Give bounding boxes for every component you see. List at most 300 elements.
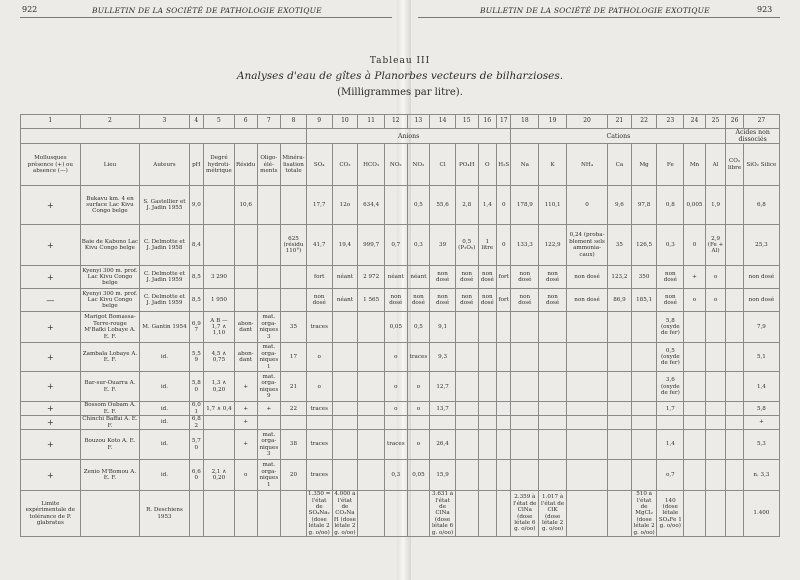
column-header: PO₄H — [455, 144, 478, 186]
table-cell — [566, 460, 607, 491]
table-cell: 2.359 à l'état de ClNa (dose létale 6 g. o/oo) — [511, 491, 539, 537]
cations-group-header: Cations — [511, 129, 726, 144]
table-cell: 3.631 à l'état de ClNa (dose létale 6 g. o/oo) — [430, 491, 456, 537]
table-cell — [705, 430, 726, 460]
table-cell — [631, 460, 657, 491]
table-cell: 5,1 — [743, 343, 779, 372]
anions-group-header: Anions — [306, 129, 511, 144]
table-cell: 5,70 — [189, 430, 203, 460]
table-cell: néant — [332, 289, 358, 312]
table-cell — [608, 430, 632, 460]
table-cell: 55,6 — [430, 186, 456, 225]
table-cell: 1,7 — [657, 402, 684, 416]
table-cell: 35 — [281, 312, 307, 343]
table-cell — [204, 186, 235, 225]
table-cell: 122,9 — [539, 225, 567, 266]
table-cell: o — [234, 460, 257, 491]
table-cell — [608, 372, 632, 402]
table-row — [21, 266, 780, 289]
table-cell: o — [407, 430, 430, 460]
table-cell: o,7 — [657, 460, 684, 491]
table-cell: 22 — [281, 402, 307, 416]
column-header: SiO₂ Silice — [743, 144, 779, 186]
table-cell — [478, 430, 497, 460]
table-cell: 1.350 = l'état de SO₄Na₂ (dose létale 2 g. o/oo) — [307, 491, 331, 536]
table-cell — [608, 416, 632, 430]
table-cell: 6,97 — [189, 312, 203, 343]
table-cell — [631, 430, 657, 460]
table-cell: 5,8 — [743, 402, 779, 416]
column-number: 22 — [631, 115, 657, 129]
table-cell — [358, 402, 385, 416]
table-cell — [281, 416, 307, 430]
table-cell: abon-dant — [234, 343, 257, 372]
table-cell: non dosé — [566, 266, 607, 289]
table-cell — [281, 491, 307, 537]
table-cell — [281, 289, 307, 312]
table-cell: o — [407, 402, 430, 416]
table-row — [21, 225, 780, 266]
table-cell — [455, 372, 478, 402]
table-cell — [478, 416, 497, 430]
column-header: Ca — [608, 144, 632, 186]
table-cell: 13,7 — [430, 402, 456, 416]
table-cell — [705, 491, 726, 537]
column-header: Auteurs — [140, 144, 189, 186]
column-header: Al — [705, 144, 726, 186]
column-header: Degré hydroti-métrique — [204, 144, 235, 186]
table-cell: 2,9 (Fe + Al) — [705, 225, 726, 266]
column-number: 5 — [204, 115, 235, 129]
table-cell: traces — [306, 430, 332, 460]
column-header: HCO₃ — [358, 144, 385, 186]
acids-group-header: Acides non dissociés — [726, 129, 780, 144]
table-cell: non dosé — [455, 266, 478, 289]
table-cell: Bouzou Koto A. E. F. — [80, 430, 140, 460]
table-cell: 9,6 — [608, 186, 632, 225]
table-cell — [566, 372, 607, 402]
table-cell: mat. orga-niques 3 — [257, 312, 281, 343]
table-cell: non dosé — [478, 266, 497, 289]
table-cell: non dosé — [743, 289, 779, 312]
table-cell: id. — [140, 402, 189, 416]
table-row — [21, 343, 780, 372]
column-header: Fe — [657, 144, 684, 186]
table-cell: 0 — [497, 186, 511, 225]
table-cell — [358, 491, 385, 537]
table-row — [21, 416, 780, 430]
table-cell: o — [705, 289, 726, 312]
table-cell — [684, 372, 706, 402]
table-cell — [684, 416, 706, 430]
table-cell: + — [234, 430, 257, 460]
table-cell — [511, 343, 539, 372]
table-cell: C. Delmotte et J. Jadin 1959 — [140, 289, 189, 312]
table-cell: mat. orga-niques 1 — [257, 343, 281, 372]
table-cell — [478, 402, 497, 416]
table-cell — [455, 312, 478, 343]
table-cell: fort — [306, 266, 332, 289]
column-header: Mn — [684, 144, 706, 186]
table-cell: non dosé — [407, 289, 430, 312]
table-cell — [332, 312, 358, 343]
table-cell: 0,8 — [657, 186, 684, 225]
table-cell — [511, 430, 539, 460]
column-number: 4 — [189, 115, 203, 129]
column-header: Mollusques présence (+) ou absence (—) — [21, 144, 81, 186]
table-cell: 0,5 — [407, 312, 430, 343]
table-cell — [358, 416, 385, 430]
table-cell: 1,3 ∧ 0,20 — [204, 372, 235, 402]
table-cell: traces — [306, 402, 332, 416]
table-cell — [511, 402, 539, 416]
table-cell: 133,3 — [511, 225, 539, 266]
table-cell: 35 — [608, 225, 632, 266]
table-cell: o — [306, 372, 332, 402]
table-cell: mat. orga-niques 9 — [257, 372, 281, 402]
table-cell: 1 565 — [358, 289, 385, 312]
right-page-number: 923 — [757, 5, 773, 14]
column-number: 18 — [511, 115, 539, 129]
right-running-title: BULLETIN DE LA SOCIÉTÉ DE PATHOLOGIE EXOTIQUE — [480, 6, 710, 15]
table-cell — [497, 312, 511, 343]
table-cell: 185,1 — [631, 289, 657, 312]
table-cell — [566, 312, 607, 343]
left-running-title: BULLETIN DE LA SOCIÉTÉ DE PATHOLOGIE EXOTIQUE — [92, 6, 322, 15]
table-cell: 0,5 (P₂O₅) — [455, 225, 478, 266]
table-cell — [726, 312, 743, 343]
table-cell: 19,4 — [332, 225, 358, 266]
table-cell — [705, 416, 726, 430]
table-cell — [478, 372, 497, 402]
table-cell: 5,80 — [189, 372, 203, 402]
table-cell: 3 290 — [204, 266, 235, 289]
table-cell: 5,59 — [189, 343, 203, 372]
table-cell: + — [234, 416, 257, 430]
table-cell: 12,7 — [430, 372, 456, 402]
column-header: SO₄ — [306, 144, 332, 186]
table-cell — [631, 372, 657, 402]
table-cell: néant — [384, 266, 407, 289]
table-cell: 1,7 ∧ 0,4 — [204, 402, 235, 416]
table-cell: 8,4 — [189, 225, 203, 266]
table-cell — [608, 312, 632, 343]
table-cell — [257, 289, 281, 312]
table-cell: o — [705, 266, 726, 289]
table-cell — [358, 312, 385, 343]
table-cell — [726, 430, 743, 460]
table-cell — [478, 460, 497, 491]
table-cell: Zambala Lobaye A. E. F. — [80, 343, 140, 372]
table-cell: traces — [384, 430, 407, 460]
water-analysis-table — [20, 114, 780, 537]
table-cell: non dosé — [455, 289, 478, 312]
table-cell: id. — [140, 430, 189, 460]
table-cell — [705, 312, 726, 343]
table-cell: 0,3 — [384, 460, 407, 491]
table-cell — [257, 266, 281, 289]
table-cell — [539, 416, 567, 430]
table-cell — [455, 430, 478, 460]
table-cell — [684, 491, 706, 537]
table-cell — [726, 266, 743, 289]
table-cell — [726, 225, 743, 266]
column-number: 1 — [21, 115, 81, 129]
table-cell — [705, 372, 726, 402]
table-cell: 12o — [332, 186, 358, 225]
column-number: 10 — [332, 115, 358, 129]
table-cell: 0 — [684, 225, 706, 266]
table-row — [21, 430, 780, 460]
table-cell: non dosé — [430, 266, 456, 289]
table-cell: 2,1 ∧ 0,20 — [204, 460, 235, 491]
table-cell — [257, 186, 281, 225]
table-cell: 15,9 — [430, 460, 456, 491]
column-number: 15 — [455, 115, 478, 129]
table-cell: 140 (dose létale SO₄Fe 1 g. o/oo) — [657, 491, 684, 537]
table-row — [21, 289, 780, 312]
table-cell — [358, 343, 385, 372]
table-cell: 126,5 — [631, 225, 657, 266]
table-cell: C. Delmotte et J. Jadin 1959 — [140, 266, 189, 289]
table-cell — [539, 343, 567, 372]
table-cell: + — [21, 430, 81, 460]
right-header-rule — [418, 17, 780, 18]
table-cell — [631, 312, 657, 343]
tolerance-limit-row — [21, 491, 780, 537]
column-header: H₂S — [497, 144, 511, 186]
table-cell: 350 — [631, 266, 657, 289]
table-cell: 3,6 (oxyde de fer) — [657, 372, 684, 402]
table-cell: 178,9 — [511, 186, 539, 225]
table-cell: non dosé — [511, 266, 539, 289]
table-cell: A B — 1,7 ∧ 1,10 — [204, 312, 235, 343]
column-header: Résidu — [234, 144, 257, 186]
table-cell — [497, 343, 511, 372]
table-cell: Marigot Bomassa-Terre-rouge M'Baïki Lobaye A. E. F. — [80, 312, 140, 343]
column-header: O — [478, 144, 497, 186]
table-cell: non dosé — [657, 289, 684, 312]
table-cell: traces — [306, 312, 332, 343]
table-cell — [497, 460, 511, 491]
table-cell: 41,7 — [306, 225, 332, 266]
table-cell: 4.000 à l'état de CO₃NaH (dose létale 2 g. o/oo) — [333, 491, 356, 536]
table-cell: non dosé — [430, 289, 456, 312]
table-cell — [332, 460, 358, 491]
table-cell — [566, 491, 607, 537]
table-cell: non dosé — [384, 289, 407, 312]
table-cell: fort — [497, 289, 511, 312]
table-cell: o — [306, 343, 332, 372]
table-cell: + — [21, 186, 81, 225]
column-number: 26 — [726, 115, 743, 129]
table-cell — [726, 343, 743, 372]
table-cell — [726, 372, 743, 402]
column-header: NO₃ — [407, 144, 430, 186]
table-cell: 634,4 — [358, 186, 385, 225]
table-row — [21, 186, 780, 225]
table-cell: 510 à l'état de MgCl₂ (dose létale 2 g. o/oo) — [631, 491, 657, 537]
table-cell — [407, 416, 430, 430]
table-cell — [684, 402, 706, 416]
table-cell — [332, 416, 358, 430]
table-cell: + — [21, 312, 81, 343]
column-number: 21 — [608, 115, 632, 129]
table-cell — [497, 491, 511, 537]
table-cell: 5,3 — [743, 430, 779, 460]
column-number-row — [21, 115, 780, 129]
table-cell: + — [21, 343, 81, 372]
table-cell — [539, 460, 567, 491]
table-cell — [631, 402, 657, 416]
table-cell: 6,60 — [189, 460, 203, 491]
column-header-row — [21, 144, 780, 186]
table-cell: 1,4 — [743, 372, 779, 402]
table-cell: — — [21, 289, 81, 312]
table-cell — [705, 460, 726, 491]
table-cell — [332, 372, 358, 402]
column-header: Na — [511, 144, 539, 186]
table-cell — [726, 491, 743, 537]
table-cell: 9,0 — [189, 186, 203, 225]
table-cell: 0,005 — [684, 186, 706, 225]
left-page-number: 922 — [22, 5, 38, 14]
table-cell: traces — [407, 343, 430, 372]
table-cell: mat. orga-niques 1 — [257, 460, 281, 491]
table-cell: 9,3 — [430, 343, 456, 372]
column-header: Minéra-lisation totale — [281, 144, 307, 186]
table-cell — [684, 460, 706, 491]
table-cell: id. — [140, 372, 189, 402]
table-cell: Chinchi Baffai A. E. F. — [80, 416, 140, 430]
table-cell: 625 (résidu 110°) — [281, 225, 307, 266]
column-number: 14 — [430, 115, 456, 129]
table-cell: 999,7 — [358, 225, 385, 266]
table-cell: 1,4 — [657, 430, 684, 460]
column-number: 24 — [684, 115, 706, 129]
table-cell: 9,1 — [430, 312, 456, 343]
column-number: 16 — [478, 115, 497, 129]
table-cell: + — [234, 372, 257, 402]
column-number: 11 — [358, 115, 385, 129]
table-cell: 17 — [281, 343, 307, 372]
table-cell — [705, 343, 726, 372]
column-header: Lieu — [80, 144, 140, 186]
table-row — [21, 402, 780, 416]
table-cell: 0,24 (proba-blement sels ammonia-caux) — [566, 225, 607, 266]
table-cell — [281, 186, 307, 225]
table-cell: non dosé — [743, 266, 779, 289]
column-number: 8 — [281, 115, 307, 129]
table-cell: n. 3,3 — [743, 460, 779, 491]
table-cell: 5,8 (oxyde de fer) — [657, 312, 684, 343]
group-header-row — [21, 129, 780, 144]
table-cell: 6,8 — [743, 186, 779, 225]
column-number: 6 — [234, 115, 257, 129]
column-header: pH — [189, 144, 203, 186]
table-label: Tableau III — [369, 56, 431, 66]
table-cell — [332, 430, 358, 460]
table-cell: 38 — [281, 430, 307, 460]
table-cell — [608, 460, 632, 491]
table-cell: non dosé — [478, 289, 497, 312]
table-cell: + — [21, 225, 81, 266]
table-cell — [204, 225, 235, 266]
table-cell: 0,05 — [384, 312, 407, 343]
table-cell: 97,8 — [631, 186, 657, 225]
table-cell: o — [384, 402, 407, 416]
table-cell — [478, 343, 497, 372]
table-cell — [726, 186, 743, 225]
table-cell — [332, 402, 358, 416]
table-cell: non dosé — [566, 289, 607, 312]
table-cell: o — [407, 372, 430, 402]
table-cell — [478, 312, 497, 343]
table-cell: 1.400 — [743, 491, 779, 537]
table-cell — [384, 491, 407, 537]
column-number: 19 — [539, 115, 567, 129]
table-cell: Bukavu km. 4 en surface Lac Kivu Congo belge — [80, 186, 140, 225]
table-cell: néant — [332, 266, 358, 289]
table-cell: néant — [407, 266, 430, 289]
column-header: NO₂ — [384, 144, 407, 186]
table-cell — [430, 416, 456, 430]
table-cell: Limite expérimentale de tolérance de P. glabratus — [21, 491, 81, 537]
table-cell — [608, 402, 632, 416]
table-cell — [511, 416, 539, 430]
table-cell: 8,5 — [189, 289, 203, 312]
table-cell: 7,9 — [743, 312, 779, 343]
column-header: K — [539, 144, 567, 186]
table-cell — [497, 416, 511, 430]
table-cell — [705, 402, 726, 416]
table-cell: C. Delmotte et J. Jadin 1958 — [140, 225, 189, 266]
table-cell: Kyenyi 300 m. prof. Lac Kivu Congo belge — [80, 289, 140, 312]
column-number: 13 — [407, 115, 430, 129]
table-cell — [204, 491, 235, 537]
table-cell: id. — [140, 416, 189, 430]
table-cell: + — [21, 266, 81, 289]
table-cell — [497, 372, 511, 402]
table-cell — [234, 491, 257, 537]
table-row — [21, 372, 780, 402]
table-cell — [204, 430, 235, 460]
table-cell — [539, 372, 567, 402]
table-cell — [455, 402, 478, 416]
table-cell: 20 — [281, 460, 307, 491]
column-number: 23 — [657, 115, 684, 129]
table-cell: 0 — [497, 225, 511, 266]
column-number: 25 — [705, 115, 726, 129]
table-cell: 0,3 — [657, 225, 684, 266]
table-cell — [455, 343, 478, 372]
table-cell: 39 — [430, 225, 456, 266]
table-cell — [684, 430, 706, 460]
table-cell: o — [684, 289, 706, 312]
table-cell: 0 — [566, 186, 607, 225]
table-cell — [384, 186, 407, 225]
table-cell: non dosé — [539, 289, 567, 312]
table-cell — [384, 416, 407, 430]
table-cell — [657, 416, 684, 430]
table-cell: 8,5 — [189, 266, 203, 289]
table-cell: + — [21, 402, 81, 416]
table-cell: + — [21, 372, 81, 402]
table-cell — [306, 416, 332, 430]
table-cell: 0,3 — [407, 225, 430, 266]
column-number: 17 — [497, 115, 511, 129]
table-cell — [189, 491, 203, 537]
